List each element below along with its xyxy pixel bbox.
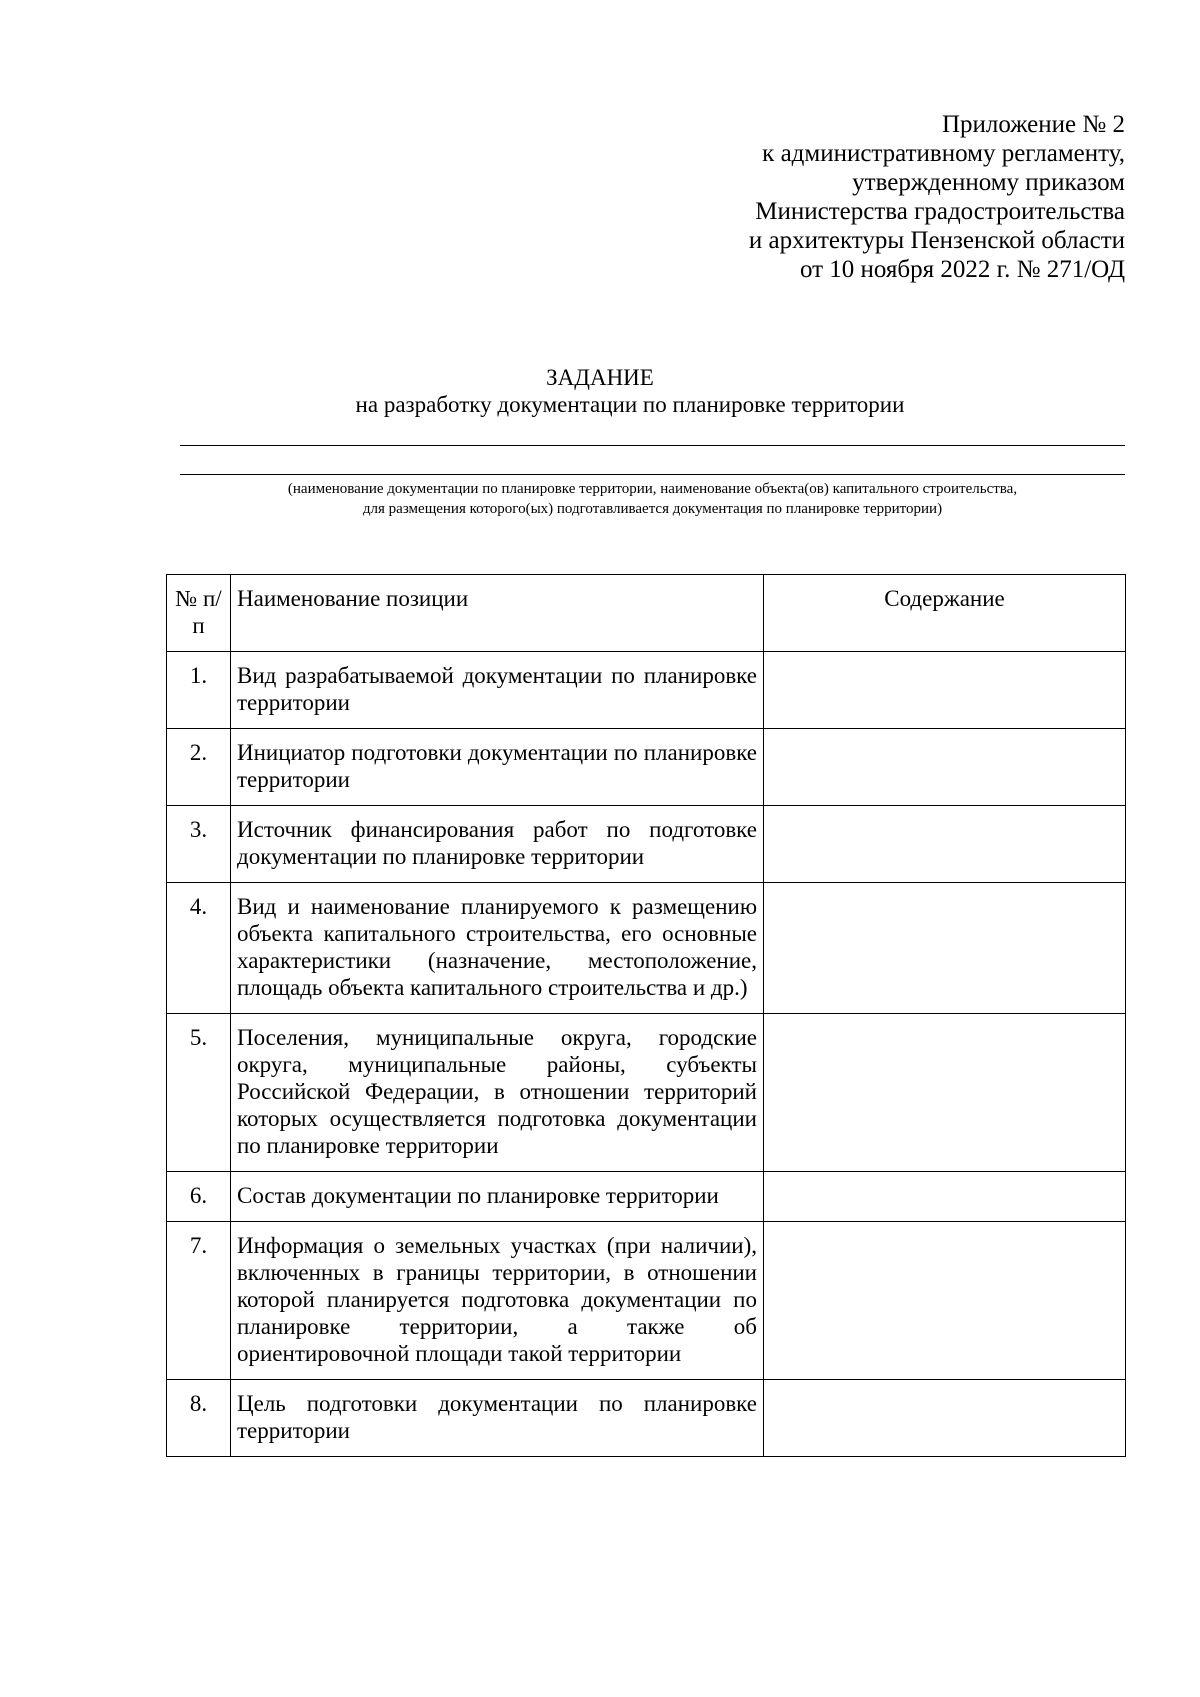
table-row: [167, 1222, 1126, 1380]
row-num: 1.: [167, 652, 231, 729]
table-header-row: [167, 575, 1126, 652]
title-subtitle: на разработку документации по планировке территории: [355, 392, 905, 417]
field-caption-line: (наименование документации по планировке территории, наименование объекта(ов) капитального строительства,: [287, 481, 1018, 497]
row-name: Вид разрабатываемой документации по планировке территории: [231, 652, 764, 729]
row-content: [764, 729, 1126, 806]
row-num: 5.: [167, 1014, 231, 1172]
document-title: [0, 364, 1200, 418]
row-content: [764, 1172, 1126, 1222]
table-row: [167, 806, 1126, 883]
row-name: Информация о земельных участках (при наличии), включенных в границы территории, в отношении которой планируется подготовка документации по планировке территории, а также об ориентировочной площади такой территории: [231, 1222, 764, 1380]
table-row: [167, 1172, 1126, 1222]
row-num: 3.: [167, 806, 231, 883]
header-line: от 10 ноября 2022 г. № 271/ОД: [799, 256, 1125, 283]
row-num: 2.: [167, 729, 231, 806]
table-row: [167, 652, 1126, 729]
table-row: [167, 1380, 1126, 1457]
table-row: [167, 883, 1126, 1014]
row-name: Цель подготовки документации по планировке территории: [231, 1380, 764, 1457]
row-num: 7.: [167, 1222, 231, 1380]
title-main: ЗАДАНИЕ: [546, 365, 654, 390]
fill-in-line: [180, 474, 1125, 475]
field-caption-line: для размещения которого(ых) подготавливается документация по планировке территории): [362, 501, 943, 517]
row-name: Инициатор подготовки документации по планировке территории: [231, 729, 764, 806]
field-caption: [180, 479, 1125, 519]
row-content: [764, 1014, 1126, 1172]
row-name: Состав документации по планировке территории: [231, 1172, 764, 1222]
header-content: Содержание: [764, 575, 1126, 652]
row-content: [764, 806, 1126, 883]
header-name: Наименование позиции: [231, 575, 764, 652]
row-num: 6.: [167, 1172, 231, 1222]
row-num: 4.: [167, 883, 231, 1014]
row-name: Поселения, муниципальные округа, городские округа, муниципальные районы, субъекты Российской Федерации, в отношении территорий которых осуществляется подготовка документации по планировке территории: [231, 1014, 764, 1172]
header-line: утвержденному приказом: [852, 169, 1125, 196]
task-table: [166, 574, 1126, 1457]
table-row: [167, 729, 1126, 806]
fill-in-line: [180, 445, 1125, 446]
table-row: [167, 1014, 1126, 1172]
appendix-header: [525, 110, 1125, 284]
row-name: Вид и наименование планируемого к размещению объекта капитального строительства, его основные характеристики (назначение, местоположение, площадь объекта капитального строительства и др.): [231, 883, 764, 1014]
row-content: [764, 1222, 1126, 1380]
header-line: Приложение № 2: [941, 111, 1125, 138]
header-line: и архитектуры Пензенской области: [748, 227, 1125, 254]
row-content: [764, 652, 1126, 729]
row-num: 8.: [167, 1380, 231, 1457]
header-line: Министерства градостроительства: [755, 198, 1125, 225]
header-line: к административному регламенту,: [762, 140, 1125, 167]
row-name: Источник финансирования работ по подготовке документации по планировке территории: [231, 806, 764, 883]
row-content: [764, 883, 1126, 1014]
row-content: [764, 1380, 1126, 1457]
header-num: № п/п: [167, 575, 231, 652]
